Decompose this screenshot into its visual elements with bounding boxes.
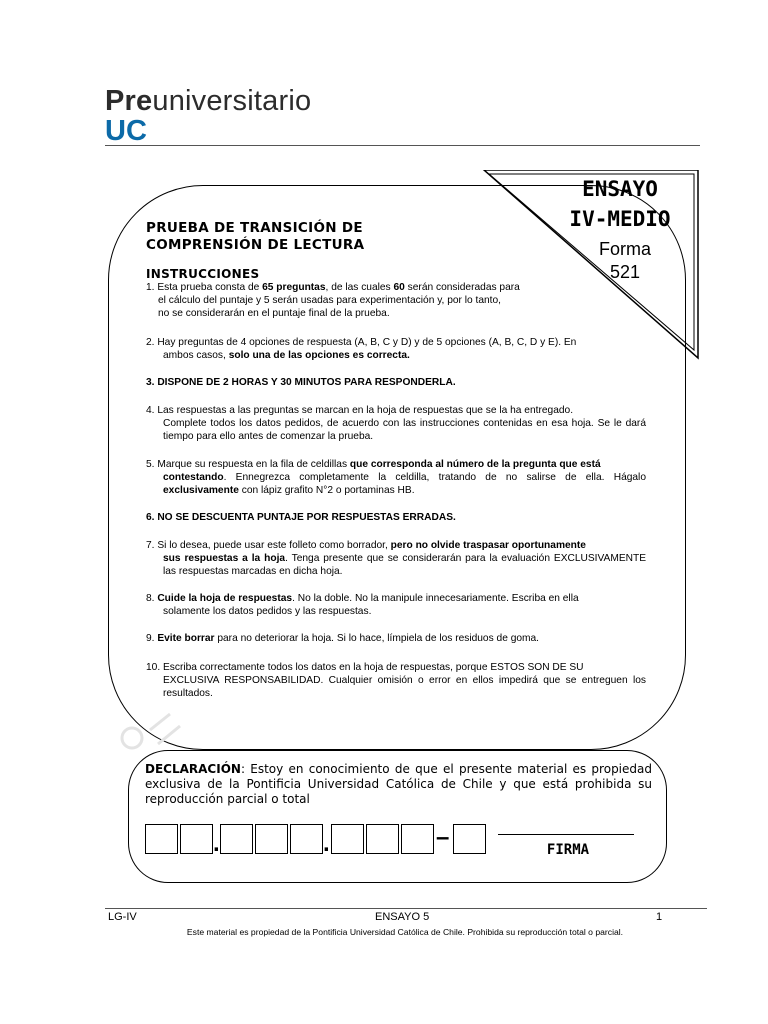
rut-digit-box[interactable] xyxy=(180,824,213,854)
instruction-3 xyxy=(146,376,646,389)
instruction-bold: 60 xyxy=(393,282,405,293)
instruction-bold: contestando xyxy=(163,472,224,483)
tag-level: IV-MEDIO xyxy=(569,207,671,231)
tag-form xyxy=(580,238,670,284)
instruction-text: , de las cuales xyxy=(325,282,394,293)
instruction-text: solamente los datos pedidos y las respuestas. xyxy=(163,606,372,617)
instruction-9 xyxy=(146,632,646,645)
document-title xyxy=(146,220,364,254)
instruction-bold: Cuide la hoja de respuestas xyxy=(157,593,293,604)
instruction-text: 1. Esta prueba consta de xyxy=(146,282,263,293)
instruction-1 xyxy=(146,281,646,320)
footer-code: LG-IV xyxy=(108,911,137,923)
instruction-8 xyxy=(146,592,646,618)
instruction-2 xyxy=(146,336,646,362)
instruction-text: 2. Hay preguntas de 4 opciones de respuesta (A, B, C y D) y de 5 opciones (A, B, C, D y E). En xyxy=(146,337,577,348)
instruction-bold: Evite borrar xyxy=(157,633,215,644)
rut-digit-box[interactable] xyxy=(255,824,288,854)
instruction-text: 8. xyxy=(146,593,158,604)
instruction-text: . Tenga presente que se considerarán para la evaluación EXCLUSIVAMENTE las respuestas marcadas en dicha hoja. xyxy=(163,553,646,577)
instruction-7 xyxy=(146,539,646,578)
instruction-text: ambos casos, xyxy=(163,350,229,361)
rut-dot: . xyxy=(323,830,330,857)
tag-ensayo: ENSAYO xyxy=(582,177,658,201)
instruction-text: 5. Marque su respuesta en la fila de celdillas xyxy=(146,459,350,470)
instruction-text: 4. Las respuestas a las preguntas se marcan en la hoja de respuestas que se la ha entregado. xyxy=(146,405,574,416)
rut-verifier-box[interactable] xyxy=(453,824,486,854)
instruction-4 xyxy=(146,404,646,443)
rut-digit-box[interactable] xyxy=(366,824,399,854)
instruction-10 xyxy=(146,661,646,700)
instruction-bold: solo una de las opciones es correcta. xyxy=(228,350,410,361)
instruction-text: 7. Si lo desea, puede usar este folleto como borrador, xyxy=(146,540,391,551)
rut-digit-box[interactable] xyxy=(401,824,434,854)
instruction-text: 10. Escriba correctamente todos los datos en la hoja de respuestas, porque ESTOS SON DE SU xyxy=(146,662,584,673)
logo-uc: UC xyxy=(105,115,147,147)
declaration-label: DECLARACIÓN xyxy=(145,762,241,776)
instruction-bold: 65 preguntas xyxy=(262,282,326,293)
instruction-text: . Ennegrezca completamente la celdilla, tratando de no salirse de ella. Hágalo xyxy=(223,472,646,483)
instruction-text: el cálculo del puntaje y 5 serán usadas para experimentación y, por lo tanto, xyxy=(158,295,501,306)
instruction-5 xyxy=(146,458,646,497)
logo-preuniversitario xyxy=(105,84,311,118)
instruction-text: no se considerarán en el puntaje final de la prueba. xyxy=(158,308,390,319)
logo-pre: Pre xyxy=(105,85,153,117)
tag-forma-number: 521 xyxy=(609,262,641,282)
instruction-bold: 3. DISPONE DE 2 HORAS Y 30 MINUTOS PARA RESPONDERLA. xyxy=(146,377,456,388)
footer-divider xyxy=(105,908,707,909)
footer-page-number: 1 xyxy=(656,911,663,923)
tag-forma-label: Forma xyxy=(598,239,651,259)
header-divider xyxy=(105,145,700,146)
instructions-heading: INSTRUCCIONES xyxy=(146,267,260,281)
footer-title: ENSAYO 5 xyxy=(375,911,430,923)
instruction-bold: 6. NO SE DESCUENTA PUNTAJE POR RESPUESTAS ERRADAS. xyxy=(146,512,456,523)
tag-title xyxy=(540,174,700,234)
instruction-text: 9. xyxy=(146,633,158,644)
title-line-1: PRUEBA DE TRANSICIÓN DE xyxy=(146,220,363,236)
declaration-body: : Estoy en conocimiento de que el presente material es propiedad exclusiva de la Pontificia Universidad Católica de Chile y que está prohibida su reproducción parcial o total xyxy=(145,762,652,806)
instruction-bold: sus respuestas a la hoja xyxy=(163,553,286,564)
rut-digit-box[interactable] xyxy=(145,824,178,854)
signature-label: FIRMA xyxy=(546,842,590,858)
instruction-text: Complete todos los datos pedidos, de acuerdo con las instrucciones contenidas en esa hoja. Se le dará tiempo para ello antes de comenzar la prueba. xyxy=(163,418,646,442)
footer-copyright-note: Este material es propiedad de la Pontificia Universidad Católica de Chile. Prohibida su reproducción total o parcial. xyxy=(186,927,624,937)
rut-digit-box[interactable] xyxy=(220,824,253,854)
instruction-bold: que corresponda al número de la pregunta que está xyxy=(349,459,601,470)
instruction-text: . No la doble. No la manipule innecesariamente. Escriba en ella xyxy=(292,593,579,604)
instruction-text: serán consideradas para xyxy=(404,282,520,293)
instruction-6 xyxy=(146,511,646,524)
instruction-bold: pero no olvide traspasar oportunamente xyxy=(390,540,586,551)
instruction-bold: exclusivamente xyxy=(163,485,239,496)
rut-digit-box[interactable] xyxy=(331,824,364,854)
declaration-text xyxy=(145,762,652,807)
instruction-text: para no deteriorar la hoja. Si lo hace, límpiela de los residuos de goma. xyxy=(214,633,540,644)
signature-line[interactable] xyxy=(498,834,634,835)
title-line-2: COMPRENSIÓN DE LECTURA xyxy=(146,237,365,253)
rut-dot: . xyxy=(213,830,220,857)
rut-digit-box[interactable] xyxy=(290,824,323,854)
instruction-text: EXCLUSIVA RESPONSABILIDAD. Cualquier omisión o error en ellos impedirá que se entreguen los resultados. xyxy=(163,675,646,699)
logo-rest: universitario xyxy=(152,85,312,117)
instruction-text: con lápiz grafito N°2 o portaminas HB. xyxy=(238,485,415,496)
rut-dash: – xyxy=(436,824,450,851)
